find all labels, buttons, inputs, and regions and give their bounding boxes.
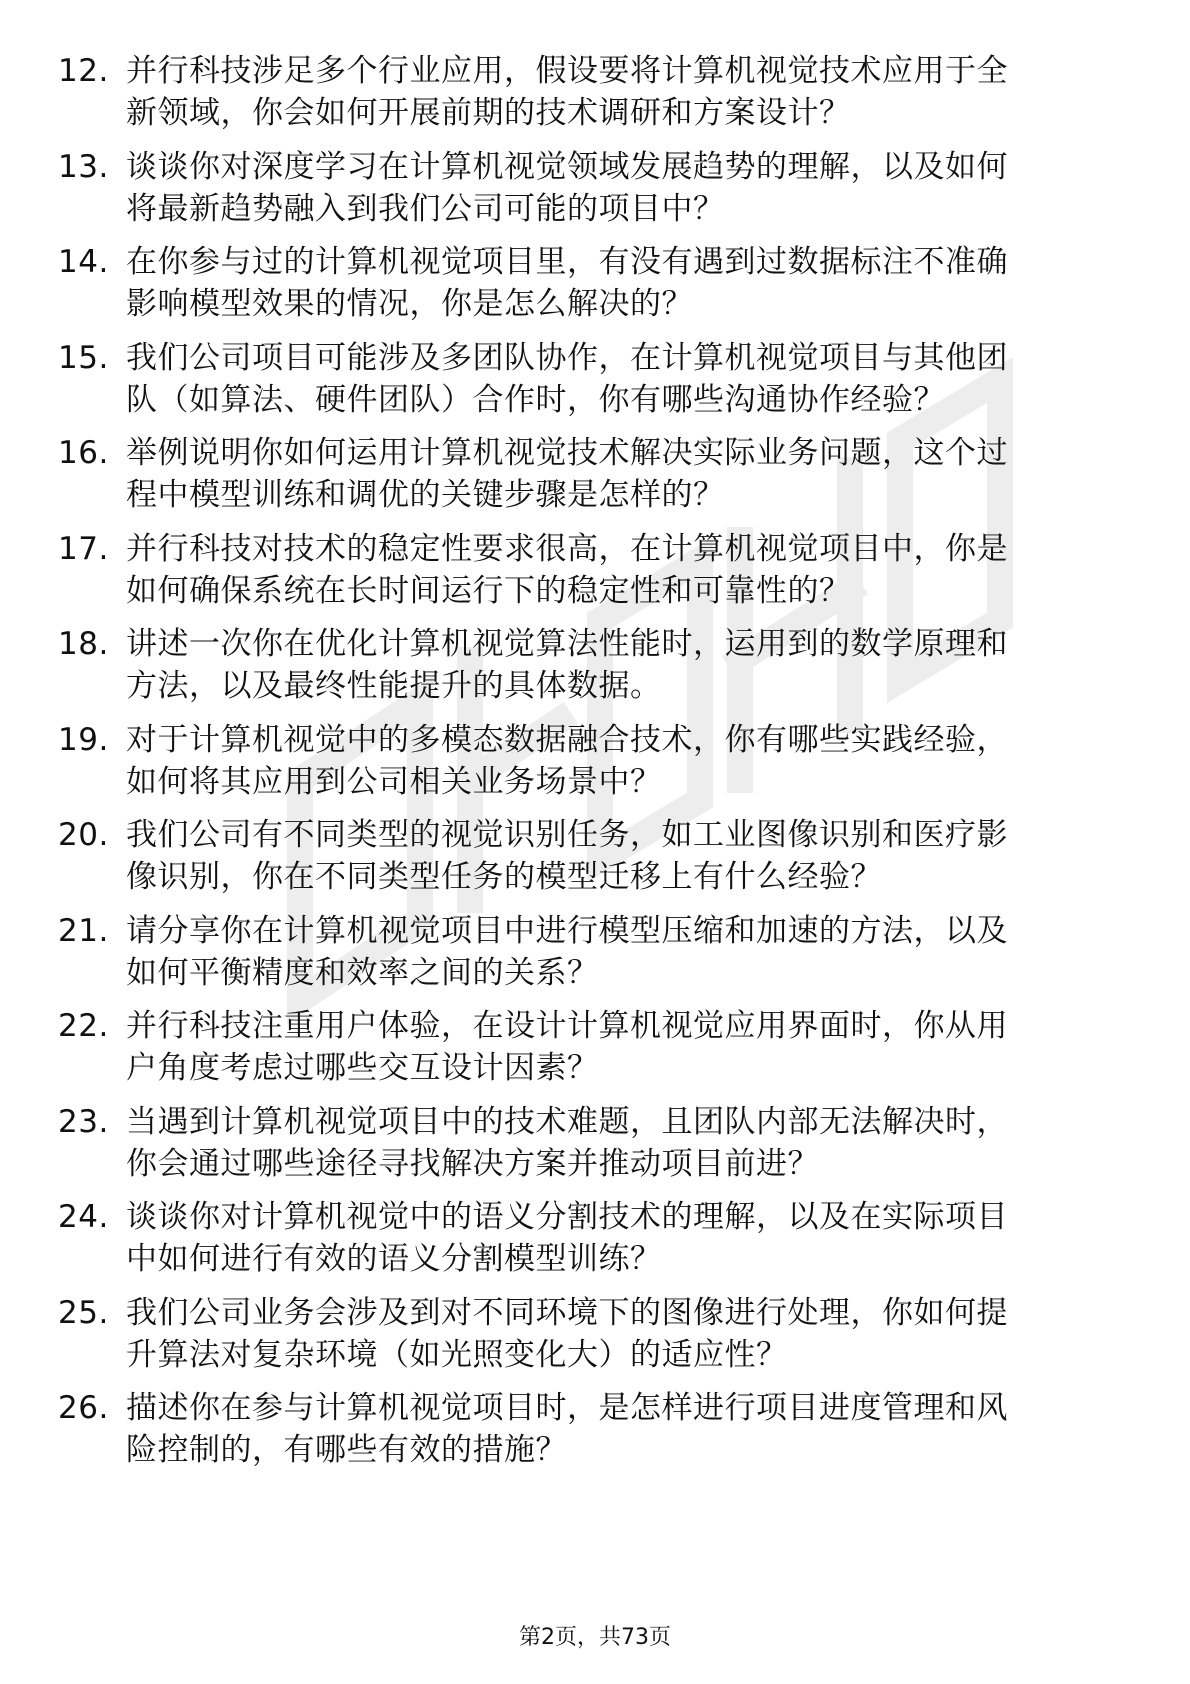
question-number: 14.: [58, 244, 109, 280]
question-text: [126, 337, 1116, 421]
question-text-line: 队（如算法、硬件团队）合作时，你有哪些沟通协作经验？: [126, 381, 945, 418]
question-text: [126, 1387, 1116, 1471]
question-text-line: 程中模型训练和调优的关键步骤是怎样的？: [126, 477, 725, 513]
question-text-line: 当遇到计算机视觉项目中的技术难题，且团队内部无法解决时，: [126, 1103, 1008, 1140]
question-text-line: 并行科技对技术的稳定性要求很高，在计算机视觉项目中，你是: [126, 530, 1008, 567]
question-text: [126, 1005, 1116, 1089]
question-text: [126, 528, 1116, 612]
page-footer: 第2页，共73页: [519, 1625, 671, 1650]
question-number: 23.: [58, 1103, 109, 1140]
question-text-line: 如何将其应用到公司相关业务场景中？: [126, 763, 662, 800]
question-text-line: 新领域，你会如何开展前期的技术调研和方案设计？: [126, 95, 851, 131]
question-text-line: 影响模型效果的情况，你是怎么解决的？: [126, 286, 693, 322]
question-text-line: 描述你在参与计算机视觉项目时，是怎样进行项目进度管理和风: [126, 1390, 1008, 1426]
question-number: 22.: [58, 1008, 109, 1044]
question-text: [126, 241, 1116, 325]
question-text-line: 讲述一次你在优化计算机视觉算法性能时，运用到的数学原理和: [126, 626, 1008, 662]
question-text-line: 举例说明你如何运用计算机视觉技术解决实际业务问题，这个过: [126, 435, 1008, 471]
question-text-line: 并行科技注重用户体验，在设计计算机视觉应用界面时，你从用: [126, 1008, 1008, 1044]
question-text-line: 谈谈你对深度学习在计算机视觉领域发展趋势的理解，以及如何: [126, 148, 1008, 185]
question-text: [126, 1101, 1116, 1185]
question-text: [126, 1292, 1116, 1376]
question-text-line: 户角度考虑过哪些交互设计因素？: [126, 1050, 599, 1086]
question-text-line: 并行科技涉足多个行业应用，假设要将计算机视觉技术应用于全: [126, 53, 1008, 89]
question-text-line: 谈谈你对计算机视觉中的语义分割技术的理解，以及在实际项目: [126, 1199, 1008, 1235]
question-text: [126, 719, 1116, 803]
question-number: 15.: [58, 339, 109, 376]
question-text: [126, 910, 1116, 994]
question-text-line: 在你参与过的计算机视觉项目里，有没有遇到过数据标注不准确: [126, 244, 1008, 280]
question-number: 18.: [58, 626, 109, 662]
question-number: 17.: [58, 530, 109, 567]
question-text: [126, 50, 1116, 134]
question-text: [126, 146, 1116, 230]
question-text-line: 险控制的，有哪些有效的措施？: [126, 1432, 567, 1468]
question-number: 19.: [58, 721, 109, 758]
question-text-line: 如何平衡精度和效率之间的关系？: [126, 954, 599, 991]
question-text-line: 我们公司业务会涉及到对不同环境下的图像进行处理，你如何提: [126, 1294, 1008, 1331]
question-number: 12.: [58, 53, 109, 89]
question-text-line: 升算法对复杂环境（如光照变化大）的适应性？: [126, 1336, 788, 1373]
question-number: 13.: [58, 148, 109, 185]
question-number: 24.: [58, 1199, 109, 1235]
question-text-line: 请分享你在计算机视觉项目中进行模型压缩和加速的方法，以及: [126, 912, 1008, 949]
question-text: [126, 1196, 1116, 1280]
question-text: [126, 814, 1116, 898]
question-text-line: 中如何进行有效的语义分割模型训练？: [126, 1241, 662, 1277]
question-text-line: 你会通过哪些途径寻找解决方案并推动项目前进？: [126, 1145, 819, 1182]
question-text-line: 我们公司项目可能涉及多团队协作，在计算机视觉项目与其他团: [126, 339, 1008, 376]
question-number: 26.: [58, 1390, 109, 1426]
question-text-line: 像识别，你在不同类型任务的模型迁移上有什么经验？: [126, 859, 882, 895]
question-number: 25.: [58, 1294, 109, 1331]
question-text-line: 方法，以及最终性能提升的具体数据。: [126, 668, 662, 704]
question-number: 16.: [58, 435, 109, 471]
question-number: 21.: [58, 912, 109, 949]
question-number: 20.: [58, 817, 109, 853]
question-text-line: 对于计算机视觉中的多模态数据融合技术，你有哪些实践经验，: [126, 721, 1008, 758]
question-text-line: 将最新趋势融入到我们公司可能的项目中？: [126, 190, 725, 227]
question-text-line: 我们公司有不同类型的视觉识别任务，如工业图像识别和医疗影: [126, 817, 1008, 853]
question-text-line: 如何确保系统在长时间运行下的稳定性和可靠性的？: [126, 572, 851, 609]
question-text: [126, 623, 1116, 707]
question-text: [126, 432, 1116, 516]
